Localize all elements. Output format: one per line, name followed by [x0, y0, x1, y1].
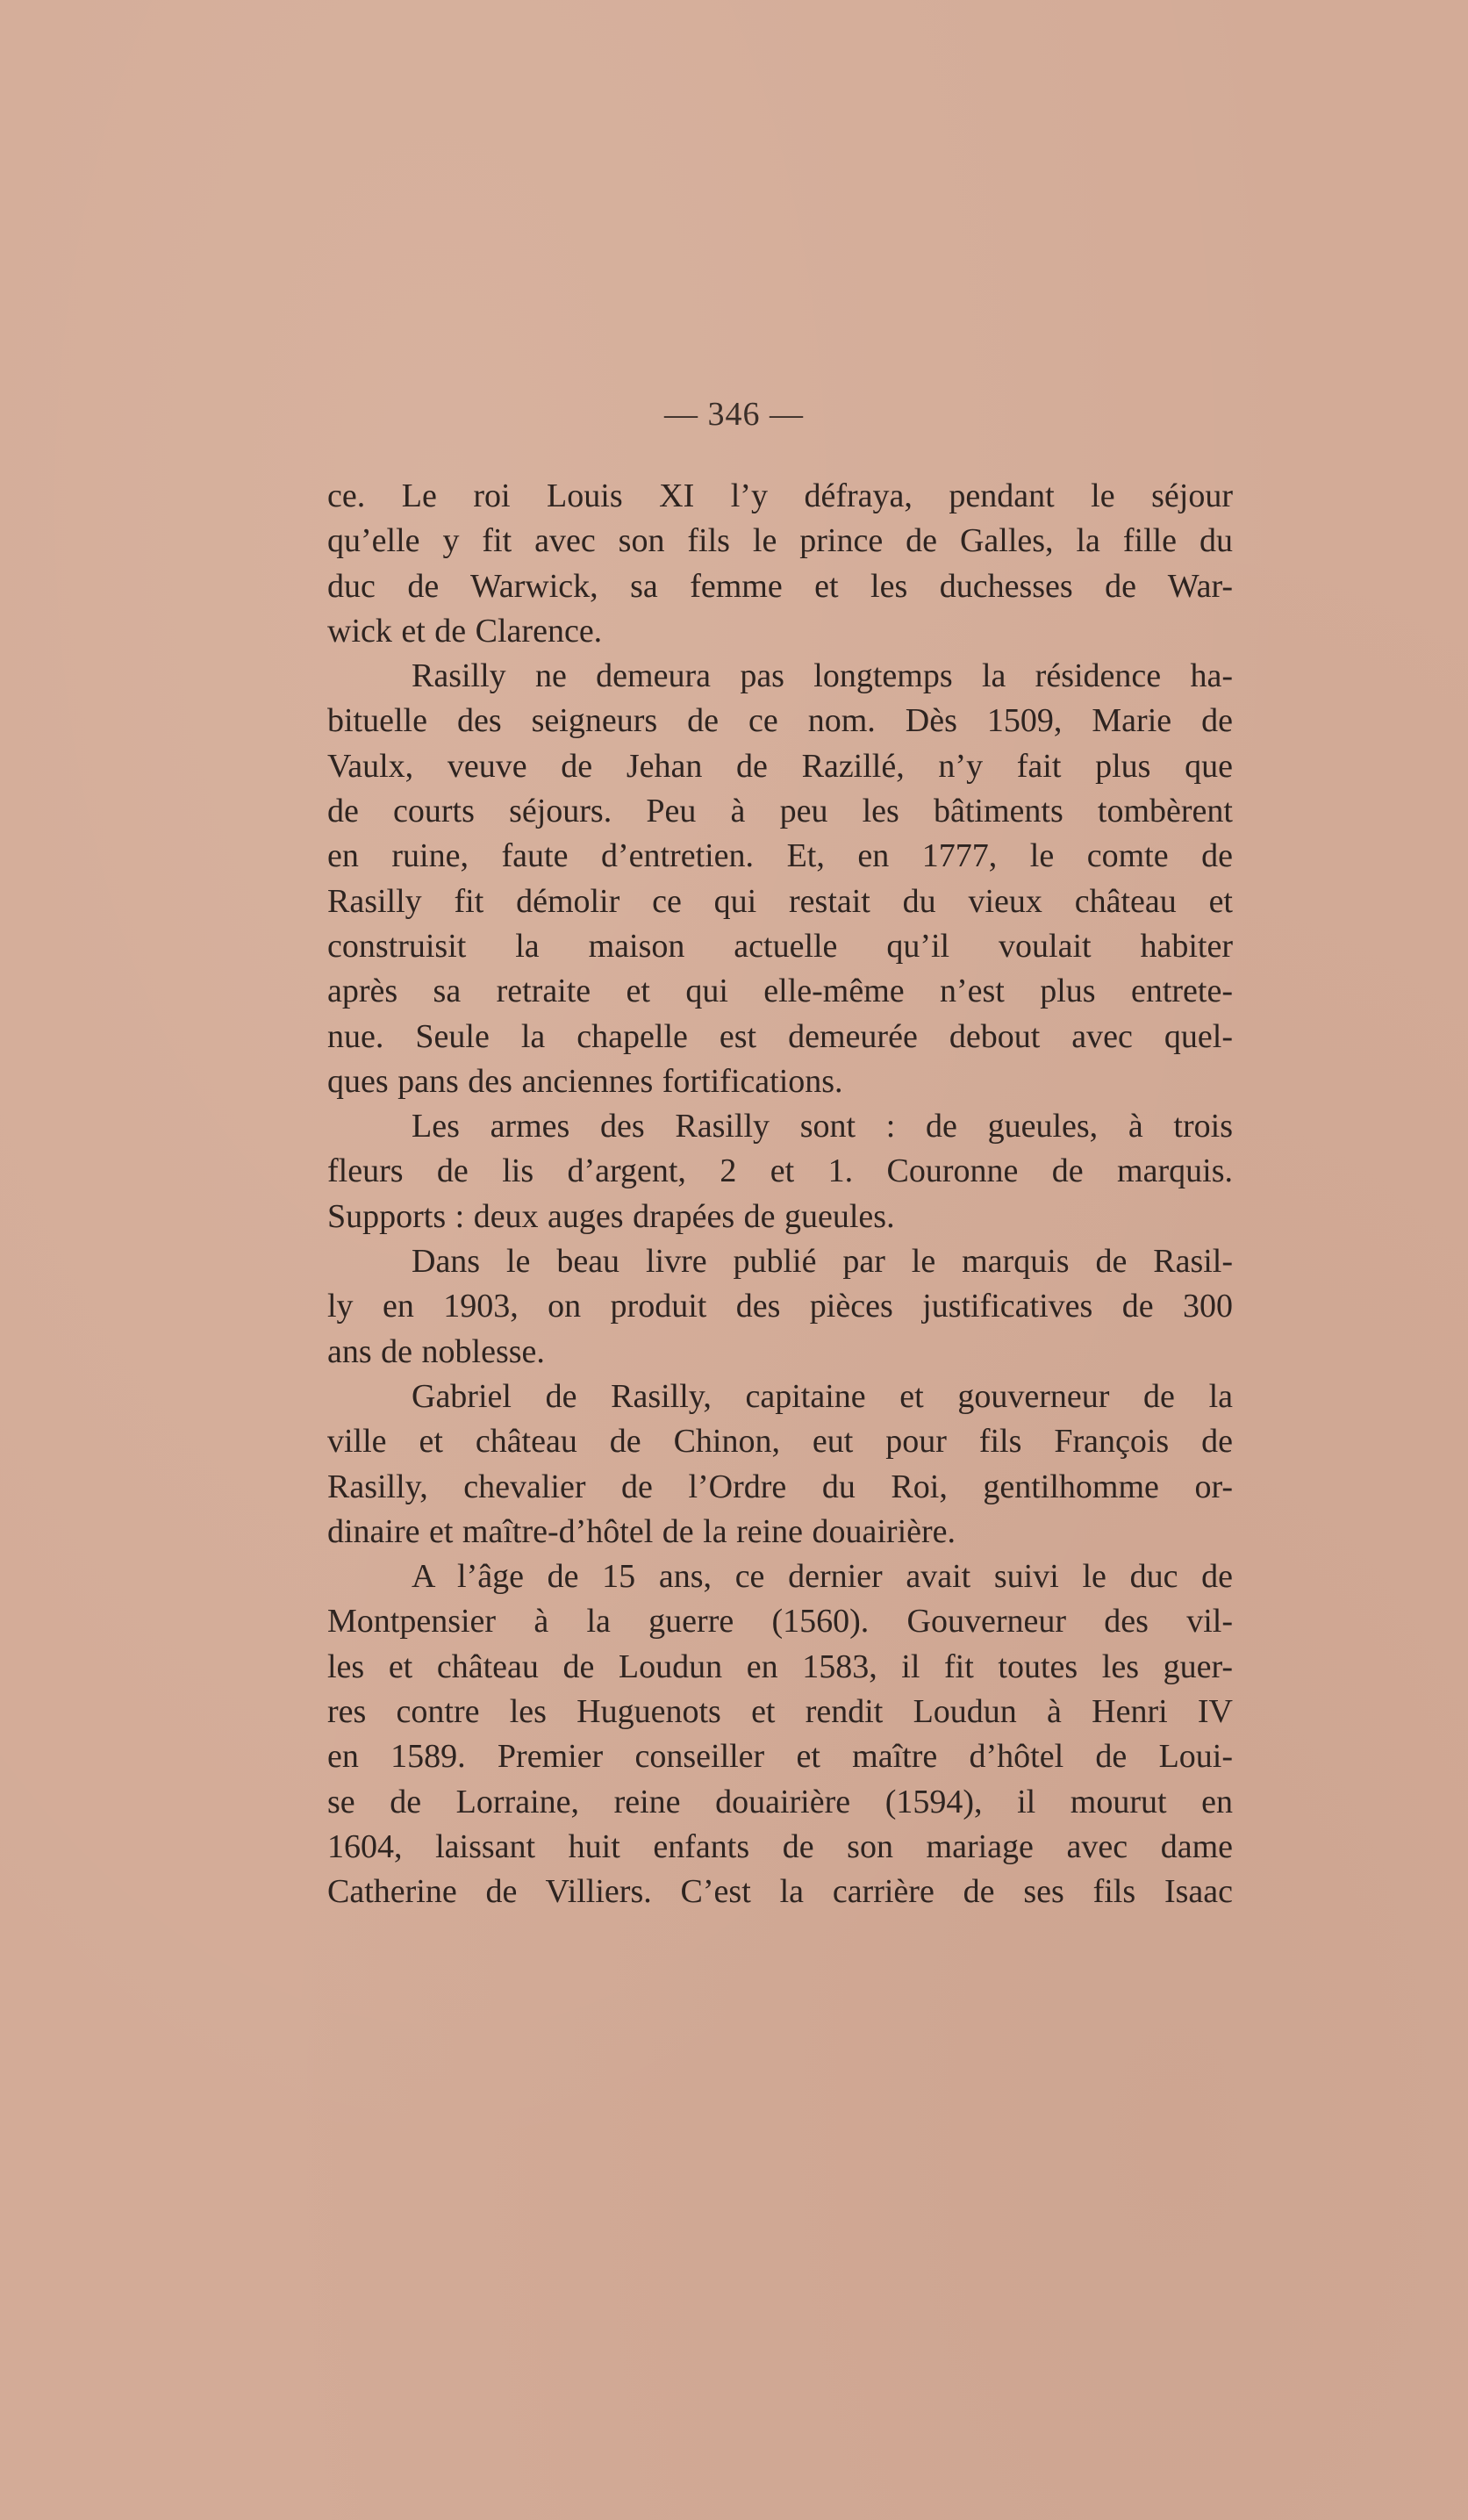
- text-line: ly en 1903, on produit des pièces justificatives de 300: [327, 1288, 1233, 1325]
- text-line: en 1589. Premier conseiller et maître d’hôtel de Loui-: [327, 1738, 1233, 1776]
- text-line: duc de Warwick, sa femme et les duchesses de War-: [327, 567, 1233, 605]
- text-line: ans de noblesse.: [327, 1332, 545, 1370]
- text-line: les et château de Loudun en 1583, il fit toutes les guer-: [327, 1648, 1233, 1685]
- text-line: Montpensier à la guerre (1560). Gouverneur des vil-: [327, 1603, 1233, 1641]
- text-line: Les armes des Rasilly sont : de gueules, à trois: [412, 1108, 1233, 1145]
- page-number: — 346 —: [664, 396, 804, 433]
- body-text: [327, 474, 1233, 1915]
- text-line: bituelle des seigneurs de ce nom. Dès 1509, Marie de: [327, 702, 1233, 740]
- text-line: dinaire et maître-d’hôtel de la reine douairière.: [327, 1512, 956, 1550]
- text-line: wick et de Clarence.: [327, 612, 603, 650]
- text-line: Supports : deux auges drapées de gueules.: [327, 1197, 895, 1235]
- text-line: ques pans des anciennes fortifications.: [327, 1062, 843, 1100]
- text-line: A l’âge de 15 ans, ce dernier avait suivi le duc de: [412, 1558, 1233, 1596]
- text-line: Catherine de Villiers. C’est la carrière de ses fils Isaac: [327, 1873, 1233, 1911]
- text-line: de courts séjours. Peu à peu les bâtiments tombèrent: [327, 793, 1233, 830]
- text-line: nue. Seule la chapelle est demeurée debout avec quel-: [327, 1017, 1233, 1055]
- text-line: Rasilly fit démolir ce qui restait du vieux château et: [327, 882, 1233, 920]
- text-line: ce. Le roi Louis XI l’y défraya, pendant le séjour: [327, 477, 1233, 514]
- text-line: Vaulx, veuve de Jehan de Razillé, n’y fait plus que: [327, 747, 1233, 785]
- text-line: se de Lorraine, reine douairière (1594), il mourut en: [327, 1783, 1233, 1820]
- text-line: Rasilly, chevalier de l’Ordre du Roi, gentilhomme or-: [327, 1468, 1233, 1505]
- text-line: qu’elle y fit avec son fils le prince de Galles, la fille du: [327, 522, 1233, 560]
- text-line: 1604, laissant huit enfants de son mariage avec dame: [327, 1827, 1233, 1865]
- text-line: fleurs de lis d’argent, 2 et 1. Couronne de marquis.: [327, 1152, 1233, 1190]
- text-line: construisit la maison actuelle qu’il voulait habiter: [327, 927, 1233, 965]
- text-line: Dans le beau livre publié par le marquis de Rasil-: [412, 1243, 1233, 1281]
- text-line: res contre les Huguenots et rendit Loudun à Henri IV: [327, 1693, 1233, 1731]
- text-line: ville et château de Chinon, eut pour fils François de: [327, 1423, 1233, 1461]
- text-line: après sa retraite et qui elle-même n’est plus entrete-: [327, 973, 1233, 1010]
- text-line: en ruine, faute d’entretien. Et, en 1777, le comte de: [327, 837, 1233, 875]
- text-line: Gabriel de Rasilly, capitaine et gouverneur de la: [412, 1377, 1233, 1415]
- text-line: Rasilly ne demeura pas longtemps la résidence ha-: [412, 657, 1233, 695]
